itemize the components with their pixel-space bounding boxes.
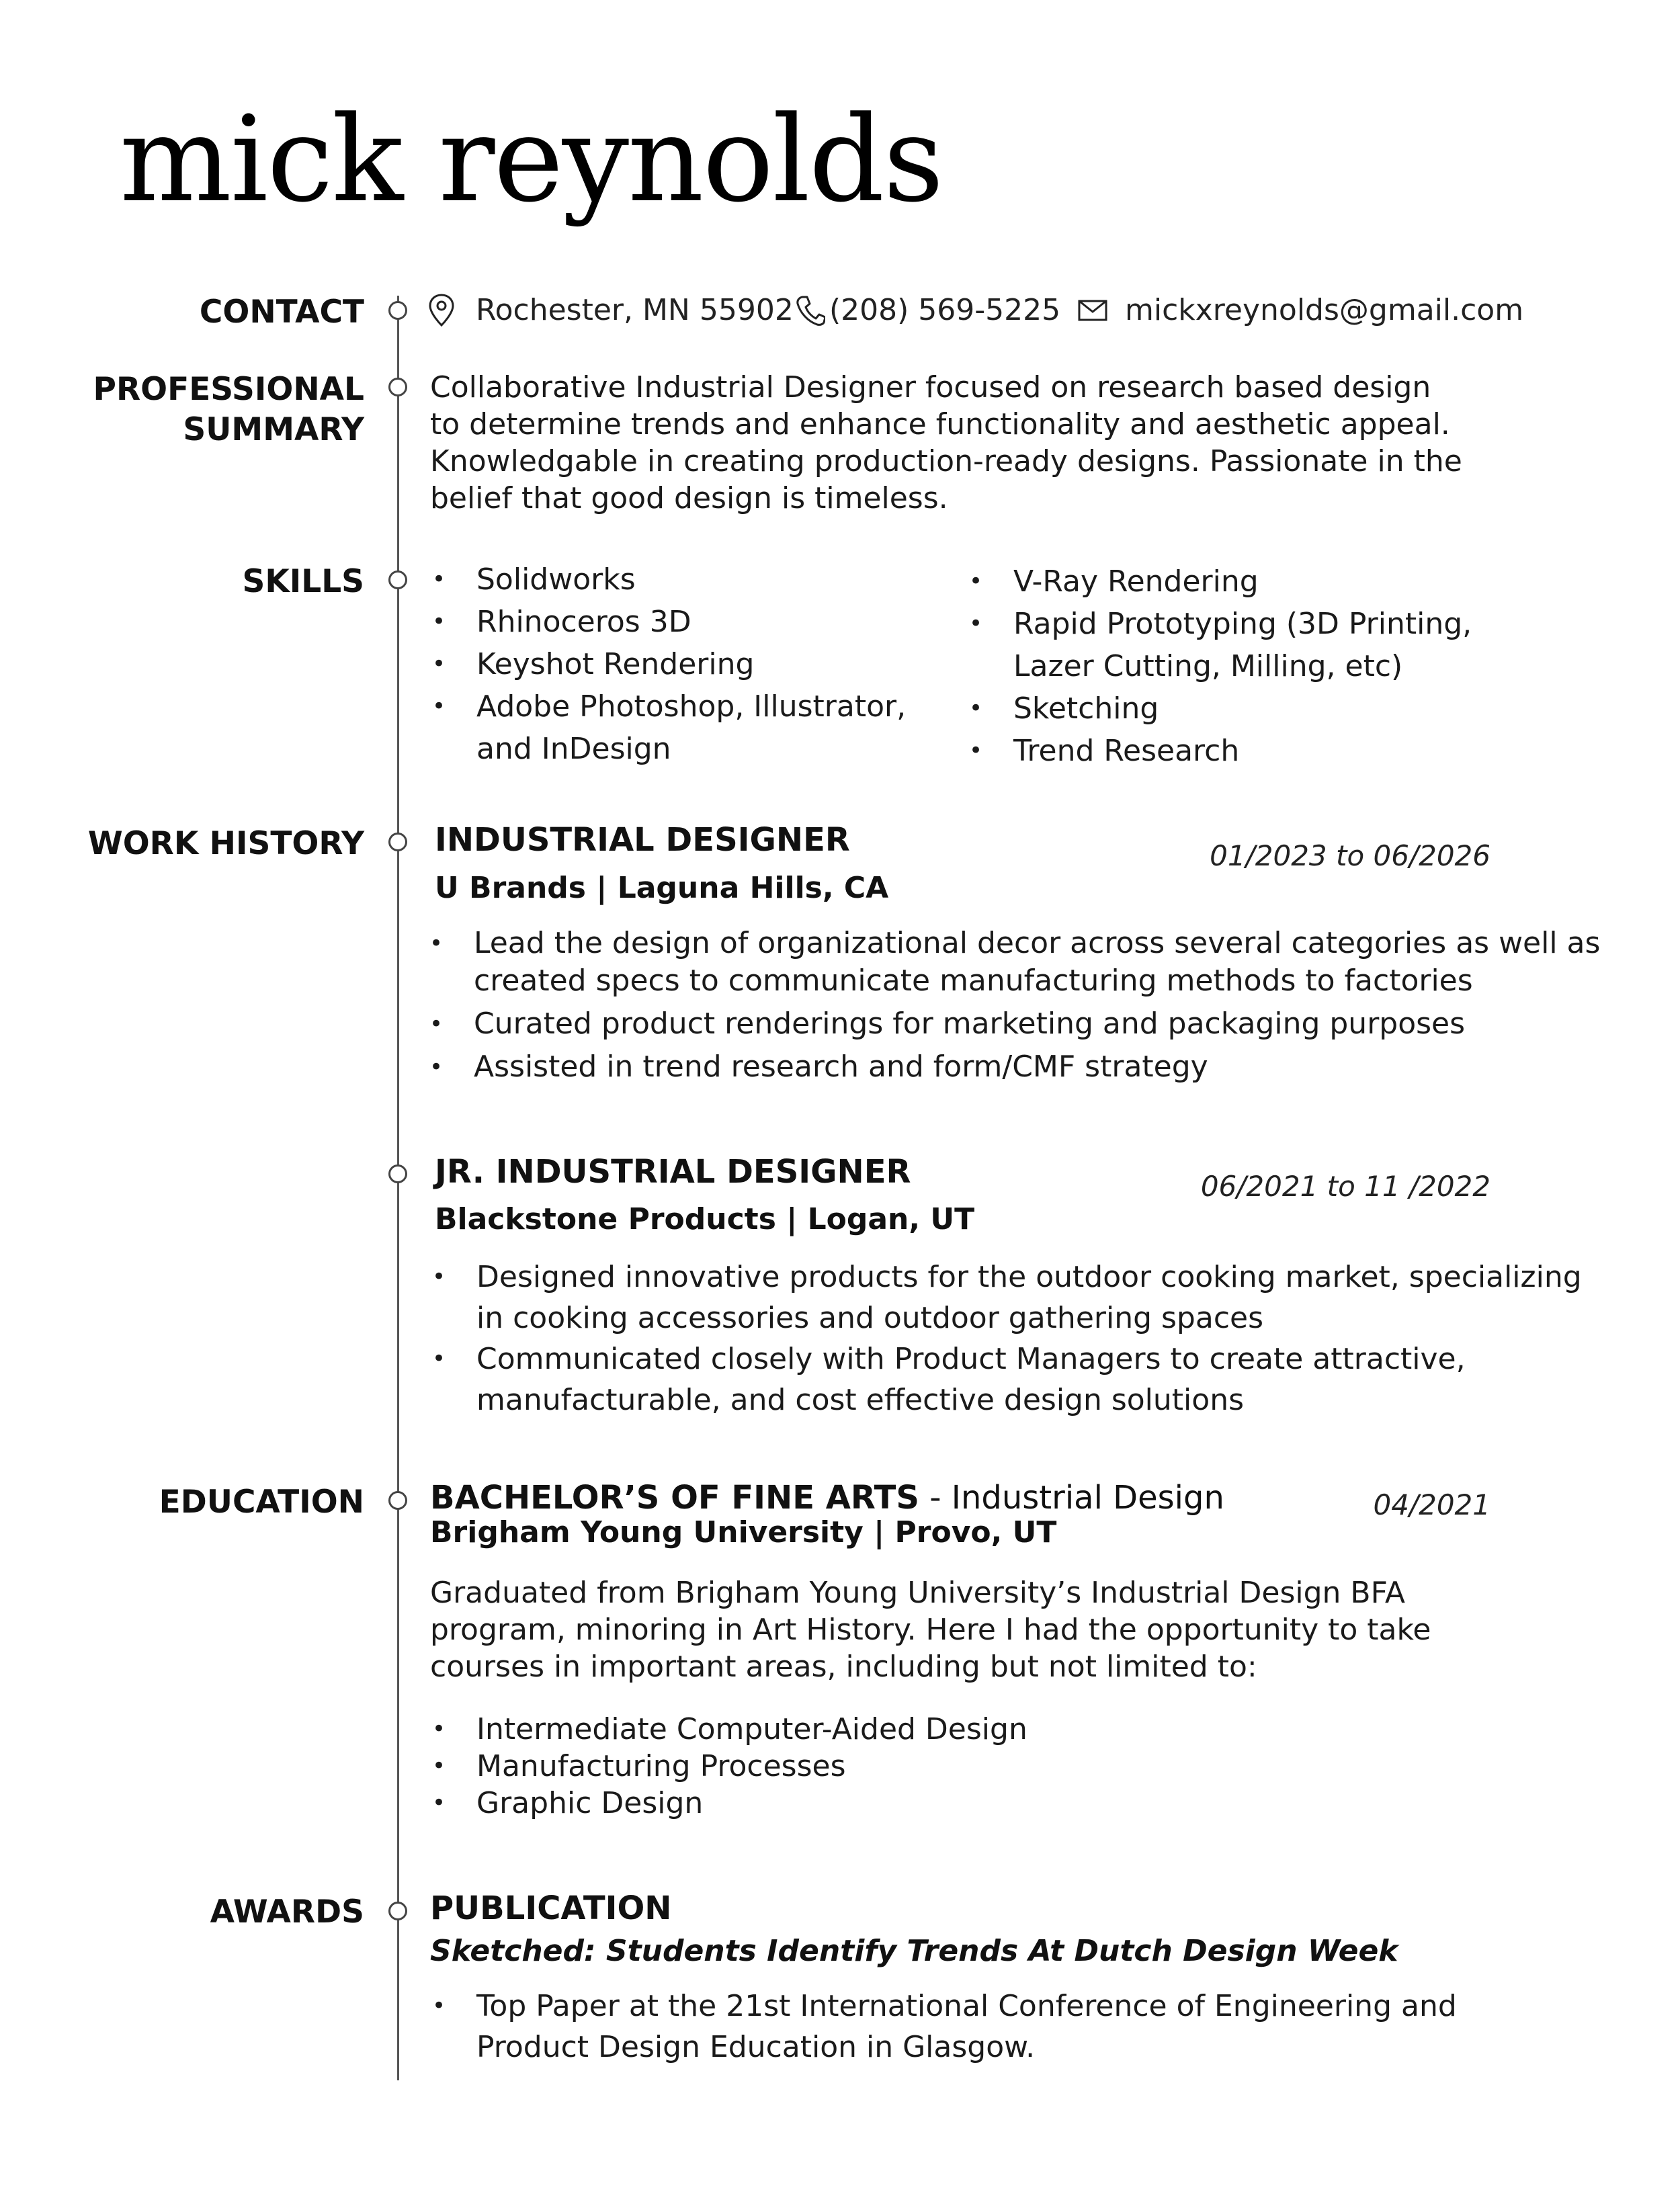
- applicant-name: mick reynolds: [120, 91, 943, 228]
- education-description: Graduated from Brigham Young University’s Industrial Design BFA program, minoring in Art History. Here I had the opportunity to take courses in important areas, including but not limited to:: [430, 1576, 1431, 1684]
- contact-phone-text: (208) 569-5225: [829, 293, 1061, 327]
- envelope-icon: [1078, 300, 1107, 323]
- summary-text: Collaborative Industrial Designer focused on research based design to determine trends and enhance functionality and aesthetic appeal. Knowledgable in creating production-ready designs. Passionate in the belief that good design is timeless.: [430, 370, 1462, 515]
- job-title: JR. INDUSTRIAL DESIGNER: [435, 1153, 911, 1191]
- section-label-summary: PROFESSIONAL SUMMARY: [93, 371, 364, 448]
- section-label-contact: CONTACT: [199, 294, 364, 331]
- map-pin-icon: [427, 293, 456, 328]
- section-label-education: EDUCATION: [159, 1484, 364, 1521]
- degree-title: BACHELOR’S OF FINE ARTS - Industrial Design: [430, 1479, 1224, 1517]
- list-item: • Curated product renderings for marketing and packaging purposes: [428, 1005, 1600, 1043]
- list-item: • Keyshot Rendering: [431, 643, 906, 685]
- list-item: • Graphic Design: [431, 1785, 1027, 1822]
- job-dates: 01/2023 to 06/2026: [1210, 839, 1490, 872]
- list-item: • V-Ray Rendering: [968, 560, 1472, 603]
- contact-location: [427, 290, 794, 331]
- contact-location-text: Rochester, MN 55902: [476, 293, 794, 327]
- publication-title: Sketched: Students Identify Trends At Dutch Design Week: [430, 1934, 1398, 1968]
- job-company: Blackstone Products | Logan, UT: [435, 1202, 975, 1236]
- awards-bullets: [431, 1986, 1457, 2068]
- list-item: • Designed innovative products for the outdoor cooking market, specializing in cooking accessories and outdoor gathering spaces: [431, 1257, 1582, 1339]
- job-bullets: [428, 925, 1600, 1086]
- job-title: INDUSTRIAL DESIGNER: [435, 821, 850, 859]
- education-school: Brigham Young University | Provo, UT: [430, 1515, 1057, 1550]
- timeline-dot-work-1: [388, 833, 407, 851]
- timeline-dot-contact: [388, 301, 407, 320]
- timeline-line: [397, 296, 399, 2080]
- list-item: • Assisted in trend research and form/CMF strategy: [428, 1048, 1600, 1086]
- job-company: U Brands | Laguna Hills, CA: [435, 871, 889, 905]
- list-item: • Top Paper at the 21st International Conference of Engineering and Product Design Education in Glasgow.: [431, 1986, 1457, 2068]
- awards-heading: PUBLICATION: [430, 1890, 672, 1927]
- list-item: • Lead the design of organizational decor across several categories as well as created specs to communicate manufacturing methods to factories: [428, 925, 1600, 1000]
- education-date: 04/2021: [1373, 1488, 1490, 1521]
- list-item: • Rhinoceros 3D: [431, 601, 906, 643]
- timeline-dot-summary: [388, 378, 407, 396]
- contact-email: [1078, 290, 1523, 331]
- job-dates: 06/2021 to 11 /2022: [1200, 1170, 1490, 1203]
- section-label-work-history: WORK HISTORY: [87, 825, 364, 862]
- timeline-dot-work-2: [388, 1164, 407, 1183]
- timeline-dot-awards: [388, 1902, 407, 1920]
- course-list: [431, 1711, 1027, 1822]
- section-label-awards: AWARDS: [210, 1894, 364, 1931]
- skills-list-left: [431, 558, 906, 770]
- list-item: • Intermediate Computer-Aided Design: [431, 1711, 1027, 1748]
- timeline-dot-education: [388, 1491, 407, 1510]
- list-item: • Trend Research: [968, 730, 1472, 772]
- list-item: • Sketching: [968, 687, 1472, 730]
- timeline-dot-skills: [388, 570, 407, 589]
- skills-list-right: [968, 560, 1472, 772]
- contact-phone: [796, 290, 1060, 331]
- list-item: • Manufacturing Processes: [431, 1748, 1027, 1785]
- list-item: • Adobe Photoshop, Illustrator, and InDesign: [431, 685, 906, 770]
- phone-icon: [796, 294, 825, 327]
- section-label-skills: SKILLS: [242, 563, 364, 600]
- contact-email-text: mickxreynolds@gmail.com: [1125, 293, 1524, 327]
- job-bullets: [431, 1257, 1582, 1420]
- list-item: • Solidworks: [431, 558, 906, 601]
- list-item: • Communicated closely with Product Managers to create attractive, manufacturable, and cost effective design solutions: [431, 1339, 1582, 1420]
- list-item: • Rapid Prototyping (3D Printing, Lazer Cutting, Milling, etc): [968, 603, 1472, 687]
